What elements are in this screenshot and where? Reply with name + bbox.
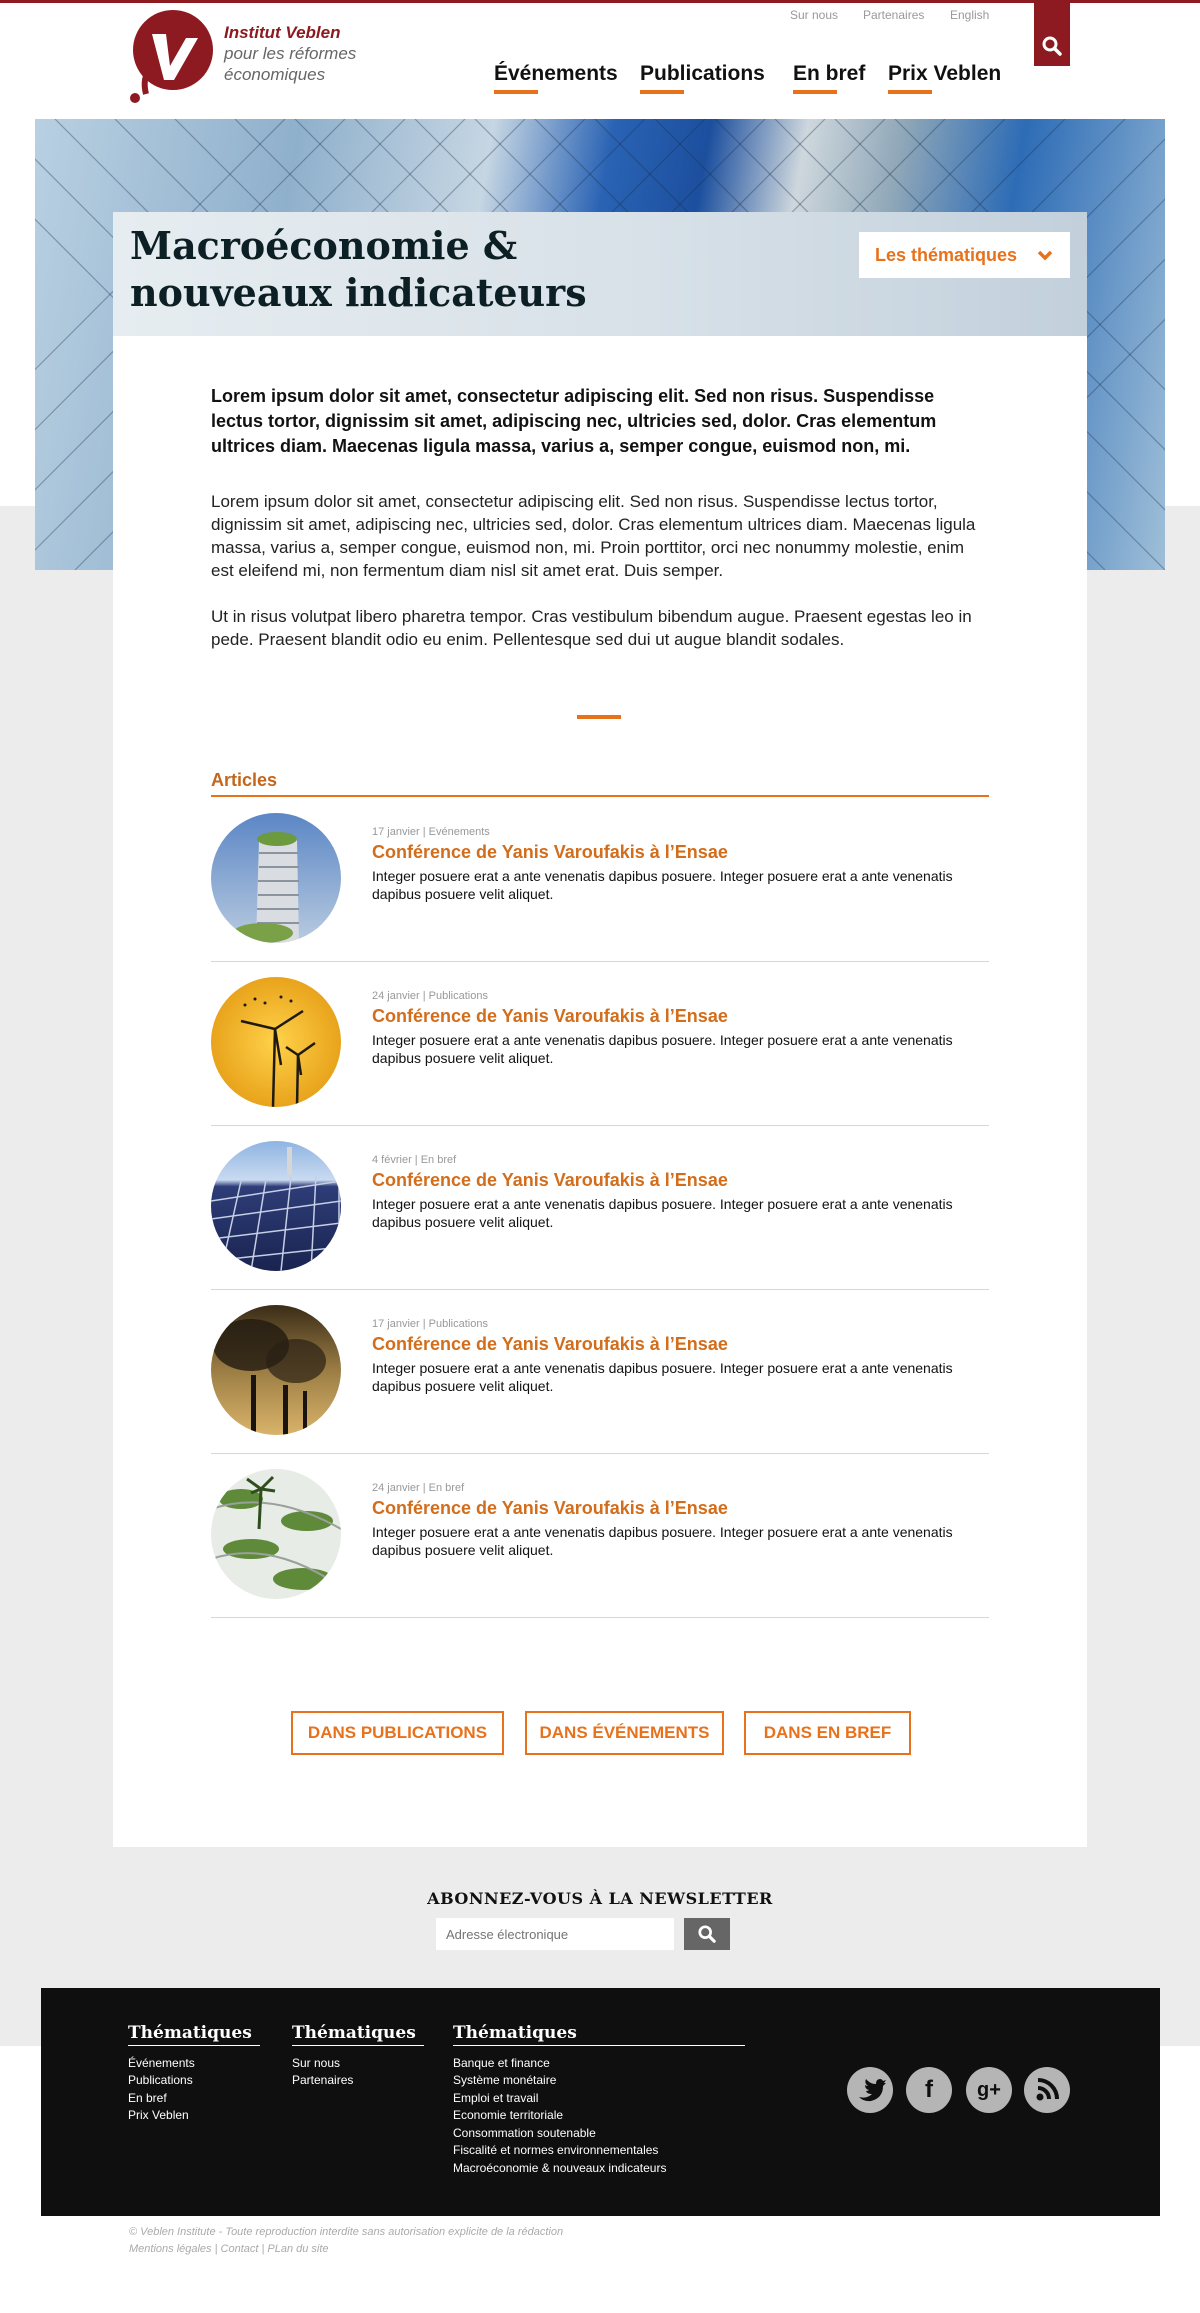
search-icon [1042,36,1062,56]
rss-icon[interactable] [1024,2067,1070,2113]
footer-link[interactable]: Macroéconomie & nouveaux indicateurs [453,2161,667,2175]
article-meta: 17 janvier | Publications [372,1318,488,1330]
veblen-logo[interactable] [128,8,218,104]
newsletter-submit-button[interactable] [684,1918,730,1950]
page-title: Macroéconomie & nouveaux indicateurs [130,223,587,315]
article-item[interactable] [211,961,989,1126]
nav-label: Prix Veblen [888,62,1002,85]
newsletter-email-input[interactable] [436,1918,674,1950]
nav-underline [793,90,837,94]
themes-button-label: Les thématiques [875,245,1018,265]
footer-link[interactable]: Emploi et travail [453,2091,539,2105]
brand-line-3: économiques [224,65,326,84]
utility-link-about[interactable]: Sur nous [790,8,839,22]
footer-column-title: Thématiques [453,2023,745,2046]
utility-link-partners[interactable]: Partenaires [863,8,925,22]
article-item[interactable] [211,797,989,962]
nav-item-en-bref[interactable] [793,62,865,86]
nav-item-prix-veblen[interactable] [888,62,1001,86]
nav-underline [888,90,932,94]
footer-link[interactable]: En bref [128,2091,167,2105]
article-excerpt: Integer posuere erat a ante venenatis dapibus posuere. Integer posuere erat a ante venenatis dapibus posuere velit aliquet. [372,1032,953,1066]
section-divider [577,715,621,719]
body-paragraph: Lorem ipsum dolor sit amet, consectetur adipiscing elit. Sed non risus. Suspendisse lectus tortor, dignissim sit amet, adipiscing nec, ultricies sed, dolor. Cras elementum ultrices diam. Maecenas ligula massa, varius a, semper congue, euismod non, mi. Proin porttitor, orci nec nonummy molestie, enim est eleifend mi, non fermentum diam nisl sit amet erat. Duis semper. [211,492,976,580]
article-thumbnail[interactable] [211,1469,341,1599]
article-thumbnail[interactable] [211,1305,341,1435]
utility-link-english[interactable]: English [950,8,990,22]
article-item[interactable] [211,1289,989,1454]
article-title-link[interactable]: Conférence de Yanis Varoufakis à l’Ensae [372,1498,728,1518]
footer-link[interactable]: Système monétaire [453,2073,557,2087]
top-border [0,0,1200,3]
filter-en-bref-button[interactable]: DANS EN BREF [744,1711,911,1755]
legal-links[interactable]: Mentions légales | Contact | PLan du site [129,2243,329,2255]
article-meta: 17 janvier | Evénements [372,826,490,838]
search-icon [698,1925,716,1943]
nav-item-evenements[interactable] [494,62,618,86]
article-title-link[interactable]: Conférence de Yanis Varoufakis à l’Ensae [372,1334,728,1354]
footer-link[interactable]: Sur nous [292,2056,341,2070]
article-item[interactable] [211,1125,989,1290]
twitter-icon[interactable] [847,2067,893,2113]
body-paragraph: Ut in risus volutpat libero pharetra tempor. Cras vestibulum bibendum augue. Praesent egestas leo in pede. Praesent blandit odio eu enim. Pellentesque sed dui ut augue blandit sodales. [211,607,972,649]
themes-dropdown-button[interactable] [859,232,1070,278]
copyright-text: © Veblen Institute - Toute reproduction interdite sans autorisation explicite de la rédaction [129,2226,564,2238]
lead-paragraph: Lorem ipsum dolor sit amet, consectetur adipiscing elit. Sed non risus. Suspendisse lectus tortor, dignissim sit amet, adipiscing nec, ultricies sed, dolor. Cras elementum ultrices diam. Maecenas ligula massa, varius a, semper congue, euismod non, mi. [211,386,937,456]
header-search-button[interactable] [1034,0,1070,66]
filter-evenements-button[interactable]: DANS ÉVÉNEMENTS [525,1711,724,1755]
article-meta: 4 février | En bref [372,1154,457,1166]
footer-link[interactable]: Economie territoriale [453,2108,564,2122]
facebook-icon[interactable]: f [906,2067,952,2113]
footer-link[interactable]: Fiscalité et normes environnementales [453,2143,659,2157]
footer-link[interactable]: Banque et finance [453,2056,550,2070]
nav-label: Événements [494,62,618,85]
article-thumbnail[interactable] [211,1141,341,1271]
brand-name[interactable] [224,22,356,85]
nav-item-publications[interactable] [640,62,765,86]
footer-column-title: Thématiques [128,2023,260,2046]
footer-link[interactable]: Consommation soutenable [453,2126,596,2140]
article-meta: 24 janvier | En bref [372,1482,465,1494]
footer-link[interactable]: Partenaires [292,2073,354,2087]
article-excerpt: Integer posuere erat a ante venenatis dapibus posuere. Integer posuere erat a ante venenatis dapibus posuere velit aliquet. [372,1196,953,1230]
chevron-down-icon [1036,246,1054,264]
nav-underline [640,90,684,94]
filter-publications-button[interactable]: DANS PUBLICATIONS [291,1711,504,1755]
article-title-link[interactable]: Conférence de Yanis Varoufakis à l’Ensae [372,1006,728,1026]
article-meta: 24 janvier | Publications [372,990,488,1002]
google-plus-icon[interactable]: g+ [966,2067,1012,2113]
footer-link[interactable]: Publications [128,2073,193,2087]
article-thumbnail[interactable] [211,813,341,943]
footer-link[interactable]: Prix Veblen [128,2108,189,2122]
article-excerpt: Integer posuere erat a ante venenatis dapibus posuere. Integer posuere erat a ante venenatis dapibus posuere velit aliquet. [372,1524,953,1558]
nav-underline [494,90,538,94]
article-title-link[interactable]: Conférence de Yanis Varoufakis à l’Ensae [372,1170,728,1190]
brand-line-1: Institut Veblen [224,23,341,42]
brand-line-2: pour les réformes [224,44,357,63]
nav-label: En bref [793,62,866,85]
article-excerpt: Integer posuere erat a ante venenatis dapibus posuere. Integer posuere erat a ante venenatis dapibus posuere velit aliquet. [372,1360,953,1394]
article-item[interactable] [211,1453,989,1618]
newsletter-title: ABONNEZ-VOUS À LA NEWSLETTER [427,1889,773,1908]
article-title-link[interactable]: Conférence de Yanis Varoufakis à l’Ensae [372,842,728,862]
footer-column-title: Thématiques [292,2023,424,2046]
article-excerpt: Integer posuere erat a ante venenatis dapibus posuere. Integer posuere erat a ante venenatis dapibus posuere velit aliquet. [372,868,953,902]
article-thumbnail[interactable] [211,977,341,1107]
articles-heading: Articles [211,770,278,790]
footer-link[interactable]: Événements [128,2056,195,2070]
nav-label: Publications [640,62,765,85]
